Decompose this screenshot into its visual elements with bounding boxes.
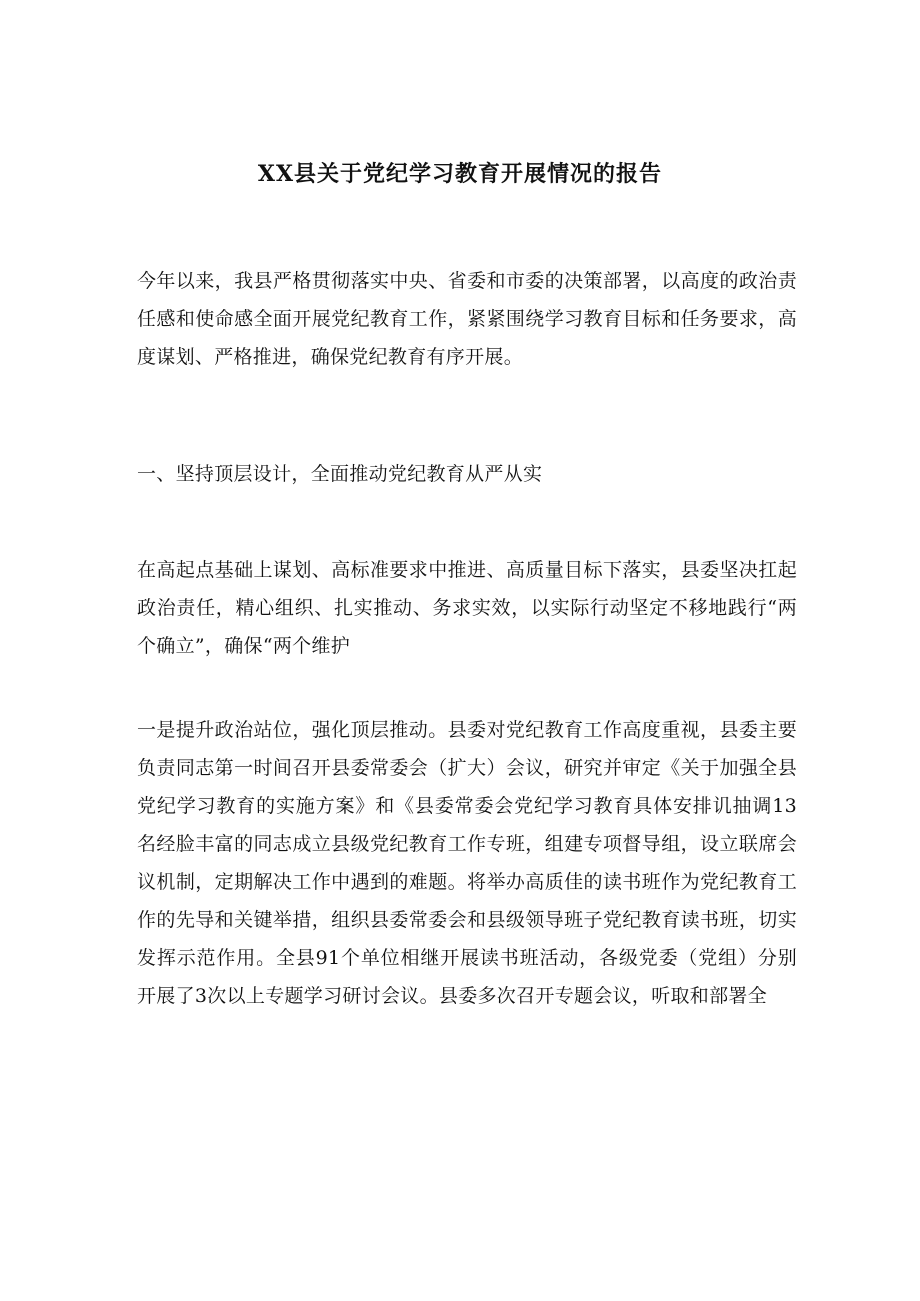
section-1-paragraph: 在高起点基础上谋划、高标准要求中推进、高质量目标下落实，县委坚决扛起政治责任，精心组织、扎实推动、务求实效，以实际行动坚定不移地践行“两个确立”，确保“两个维护 bbox=[137, 559, 797, 657]
section-heading-1: 一、坚持顶层设计，全面推动党纪教育从严从实 bbox=[137, 463, 543, 485]
intro-paragraph: 今年以来，我县严格贯彻落实中央、省委和市委的决策部署，以高度的政治责任感和使命感全面开展党纪教育工作，紧紧围绕学习教育目标和任务要求，高度谋划、严格推进，确保党纪教育有序开展。 bbox=[137, 270, 797, 368]
item-1-paragraph: 一是提升政治站位，强化顶层推动。县委对党纪教育工作高度重视，县委主要负责同志第一时间召开县委常委会（扩大）会议，研究并审定《关于加强全县党纪学习教育的实施方案》和《县委常委会党纪学习教育具体安排讥抽调13名经脸丰富的同志成立县级党纪教育工作专班，组建专项督导组，设立联席会议机制，定期解决工作中遇到的难题。将举办高质佳的读书班作为党纪教育工作的先导和关键举措，组织县委常委会和县级领导班子党纪教育读书班，切实发挥示范作用。全县91个单位相继开展读书班活动，各级党委（党组）分别开展了3次以上专题学习研讨会议。县委多次召开专题会议，听取和部署全 bbox=[137, 719, 797, 1007]
document-title: XX县关于党纪学习教育开展情况的报告 bbox=[257, 160, 663, 187]
